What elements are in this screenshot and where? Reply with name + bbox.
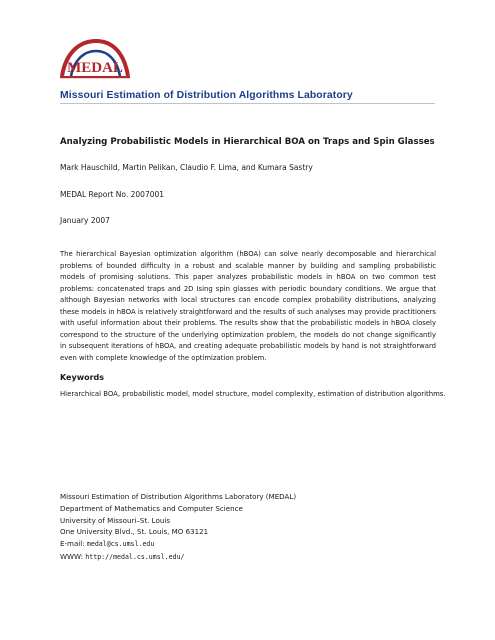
address-email-line [60, 538, 296, 551]
paper-title: Analyzing Probabilistic Models in Hierarchical BOA on Traps and Spin Glasses [60, 137, 435, 147]
www-label: WWW: [60, 551, 86, 561]
keywords-text: Hierarchical BOA, probabilistic model, model structure, model complexity, estimation of distribution algorithms. [60, 390, 446, 398]
address-www-line [60, 551, 296, 564]
www-link[interactable]: http://medal.cs.umsl.edu/ [85, 552, 185, 561]
address-department: Department of Mathematics and Computer Science [60, 503, 243, 513]
header-divider [60, 103, 435, 104]
medal-logo-graphic [58, 36, 132, 86]
report-date: January 2007 [60, 216, 110, 225]
address-block [60, 491, 296, 564]
report-number: MEDAL Report No. 2007001 [60, 190, 165, 199]
address-lab: Missouri Estimation of Distribution Algorithms Laboratory (MEDAL) [60, 492, 297, 501]
lab-name-header: Missouri Estimation of Distribution Algorithms Laboratory [60, 90, 353, 101]
address-street: One University Blvd., St. Louis, MO 63121 [60, 527, 209, 537]
keywords-heading: Keywords [60, 373, 105, 382]
email-label: E-mail: [60, 539, 87, 549]
abstract: The hierarchical Bayesian optimization algorithm (hBOA) can solve nearly decomposable and hierarchical problems of bounded difficulty in a robust and scalable manner by building and sampling probabilistic models of promising solutions. This paper analyzes probabilistic models in hBOA on two common test problems: concatenated traps and 2D Ising spin glasses with periodic boundary conditions. We argue that although Bayesian networks with local structures can encode complex probability distributions, analyzing these models in hBOA is relatively straightforward and the results of such analyses may provide practitioners with useful information about their problems. The results show that the probabilistic models in hBOA closely correspond to the structure of the underlying optimization problem, the models do not change significantly in subsequent iterations of hBOA, and creating adequate probabilistic models by hand is not straightforward even with complete knowledge of the optimization problem. [60, 250, 436, 362]
address-university: University of Missouri–St. Louis [60, 515, 171, 525]
paper-authors: Mark Hauschild, Martin Pelikan, Claudio F. Lima, and Kumara Sastry [60, 163, 313, 172]
email-link[interactable]: medal@cs.umsl.edu [86, 540, 155, 549]
logo-text: MEDAL [67, 60, 123, 76]
medal-logo [58, 36, 132, 86]
